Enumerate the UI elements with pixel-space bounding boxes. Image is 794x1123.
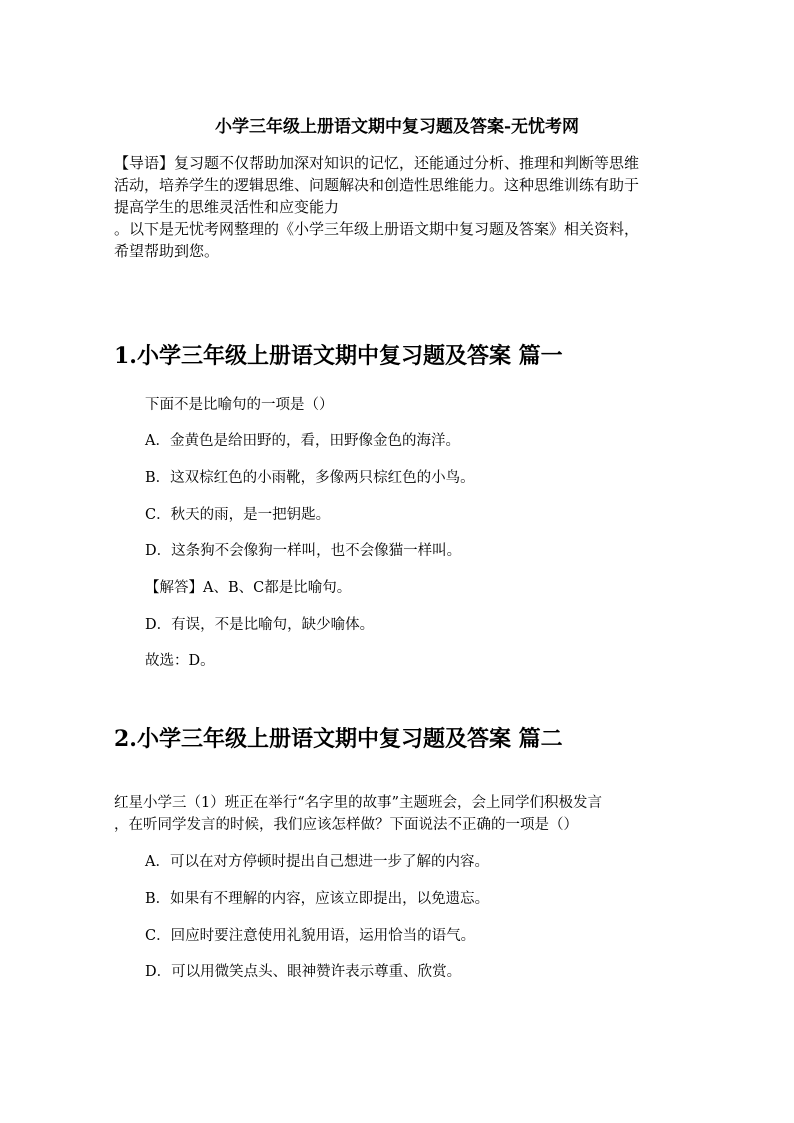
section-1-option-a: A．金黄色是给田野的，看，田野像金色的海洋。: [145, 433, 460, 449]
section-2-option-b: B．如果有不理解的内容，应该立即提出，以免遗忘。: [145, 891, 490, 907]
section-1-option-b: B．这双棕红色的小雨靴，多像两只棕红色的小鸟。: [145, 470, 475, 486]
section-1-heading: 1.小学三年级上册语文期中复习题及答案 篇一: [114, 343, 563, 369]
section-1-explanation: D．有误，不是比喻句，缺少喻体。: [145, 617, 375, 633]
section-1-option-d: D．这条狗不会像狗一样叫，也不会像猫一样叫。: [145, 543, 462, 559]
document-title: 小学三年级上册语文期中复习题及答案-无忧考网: [214, 117, 580, 137]
intro-line: 提高学生的思维灵活性和应变能力: [114, 198, 340, 216]
section-2-option-d: D．可以用微笑点头、眼神赞许表示尊重、欣赏。: [145, 964, 462, 980]
section-1-option-c: C．秋天的雨，是一把钥匙。: [145, 507, 331, 523]
intro-line: 活动，培养学生的逻辑思维、问题解决和创造性思维能力。这种思维训练有助于: [114, 176, 640, 194]
question-line: ，在听同学发言的时候，我们应该怎样做？下面说法不正确的一项是（）: [114, 817, 578, 833]
intro-line: 【导语】复习题不仅帮助加深对知识的记忆，还能通过分析、推理和判断等思维: [114, 154, 640, 172]
section-1-answer: 【解答】A、B、C都是比喻句。: [145, 580, 352, 596]
intro-paragraph: [114, 152, 694, 262]
section-1-choice: 故选：D。: [145, 653, 215, 669]
question-line: 红星小学三（1）班正在举行“名字里的故事”主题班会，会上同学们积极发言: [114, 795, 603, 811]
section-2-heading: 2.小学三年级上册语文期中复习题及答案 篇二: [114, 726, 563, 752]
section-1-question: 下面不是比喻句的一项是（）: [145, 397, 334, 413]
section-2-option-c: C．回应时要注意使用礼貌用语，运用恰当的语气。: [145, 928, 476, 944]
section-2-option-a: A．可以在对方停顿时提出自己想进一步了解的内容。: [145, 854, 489, 870]
intro-line: 。以下是无忧考网整理的《小学三年级上册语文期中复习题及答案》相关资料，: [114, 220, 640, 238]
section-2-question: [114, 792, 704, 836]
intro-line: 希望帮助到您。: [114, 242, 220, 260]
